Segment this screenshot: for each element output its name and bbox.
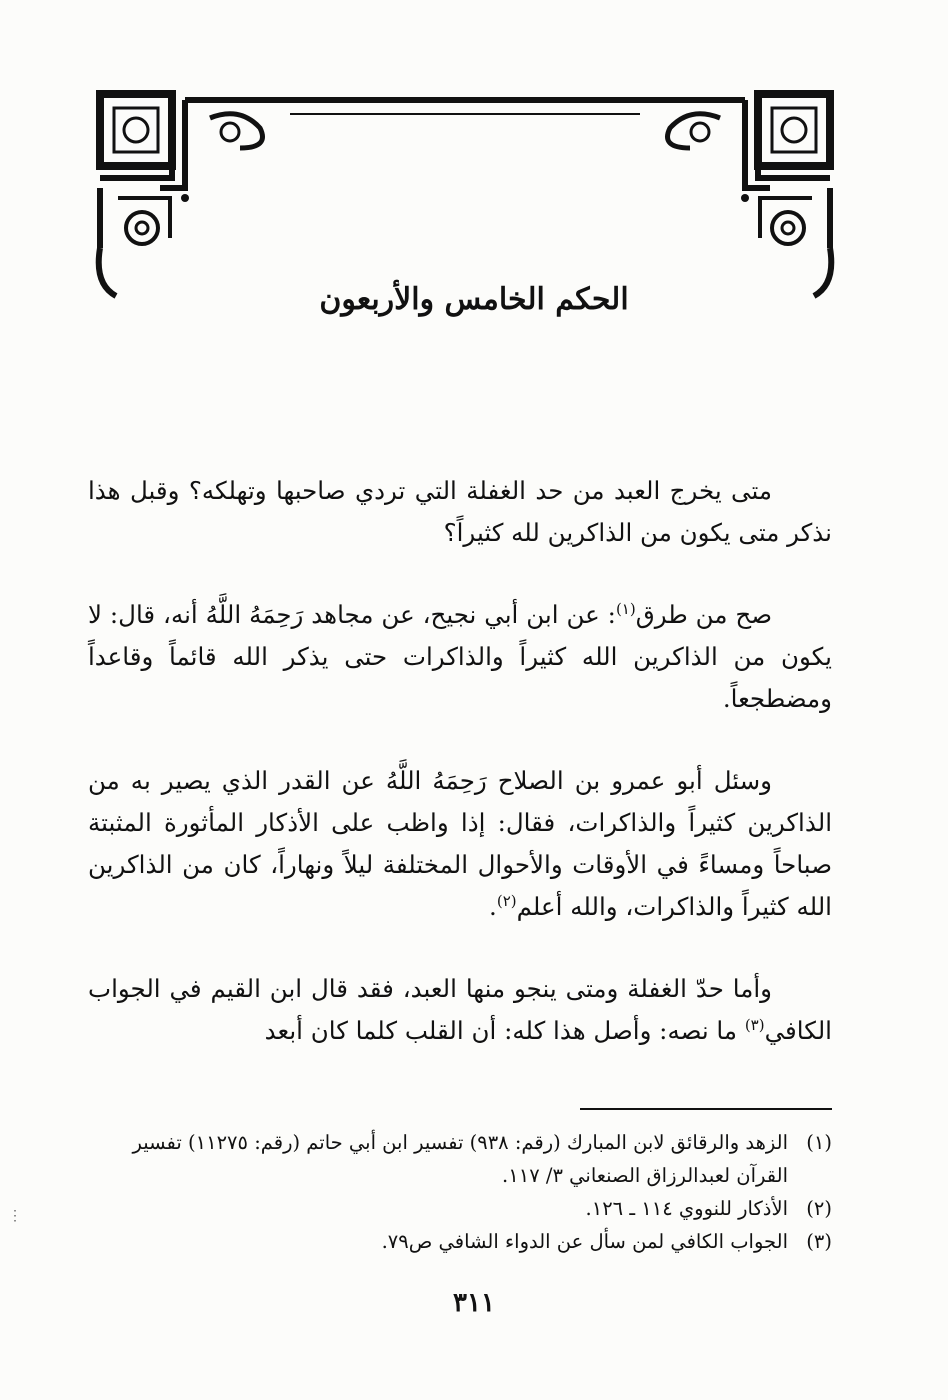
footnote-number: (٣) [806, 1230, 832, 1253]
footnote-number: (١) [806, 1131, 832, 1154]
footnote-ref: (٢) [496, 891, 517, 910]
paragraph-text: ما نصه: وأصل هذا كله: أن القلب كلما كان أبعد [264, 1016, 745, 1045]
footnote [88, 1225, 832, 1258]
footnote-separator [580, 1108, 832, 1110]
footnote-text: الأذكار للنووي ١١٤ ـ ١٢٦. [585, 1197, 788, 1220]
paragraph-text: . [489, 892, 497, 921]
footnote-text: الزهد والرقائق لابن المبارك (رقم: ٩٣٨) تفسير ابن أبي حاتم (رقم: ١١٢٧٥) تفسير القرآن لعبدالرزاق الصنعاني ٣/ ١١٧. [132, 1131, 788, 1187]
scan-edge-mark: ⋮ [8, 1208, 22, 1224]
main-text [88, 470, 832, 1052]
paragraph-text: صح من طرق [635, 600, 772, 629]
footnote [88, 1192, 832, 1225]
footnote-text: الجواب الكافي لمن سأل عن الدواء الشافي ص٧٩. [381, 1230, 788, 1253]
paragraph-text: : عن ابن أبي نجيح، عن مجاهد رَحِمَهُ اللَّهُ أنه، قال: لا يكون من الذاكرين الله كثيراً والذاكرات حتى يذكر الله قائماً وقاعداً ومضطجعاً. [88, 600, 832, 713]
footnote-number: (٢) [806, 1197, 832, 1220]
page-number: ٣١١ [453, 1288, 495, 1318]
paragraph [88, 594, 832, 720]
paragraph-text: متى يخرج العبد من حد الغفلة التي تردي صاحبها وتهلكه؟ وقبل هذا نذكر متى يكون من الذاكرين لله كثيراً؟ [88, 476, 832, 547]
footnotes [88, 1126, 832, 1258]
paragraph [88, 470, 832, 554]
footnote [88, 1126, 832, 1192]
chapter-title: الحكم الخامس والأربعون [319, 282, 629, 317]
chapter-header-ornament [90, 88, 840, 308]
footnote-ref: (١) [615, 599, 636, 618]
footnote-ref: (٣) [744, 1015, 765, 1034]
paragraph [88, 968, 832, 1052]
paragraph [88, 760, 832, 928]
paragraph-text: وأما حدّ الغفلة ومتى ينجو منها العبد، فقد قال ابن القيم في الجواب الكافي [88, 974, 832, 1045]
paragraph-text: وسئل أبو عمرو بن الصلاح رَحِمَهُ اللَّهُ عن القدر الذي يصير به من الذاكرين كثيراً والذاكرات، فقال: إذا واظب على الأذكار المأثورة المثبتة صباحاً ومساءً في الأوقات والأحوال المختلفة ليلاً ونهاراً، كان من الذاكرين الله كثيراً والذاكرات، والله أعلم [88, 766, 832, 921]
